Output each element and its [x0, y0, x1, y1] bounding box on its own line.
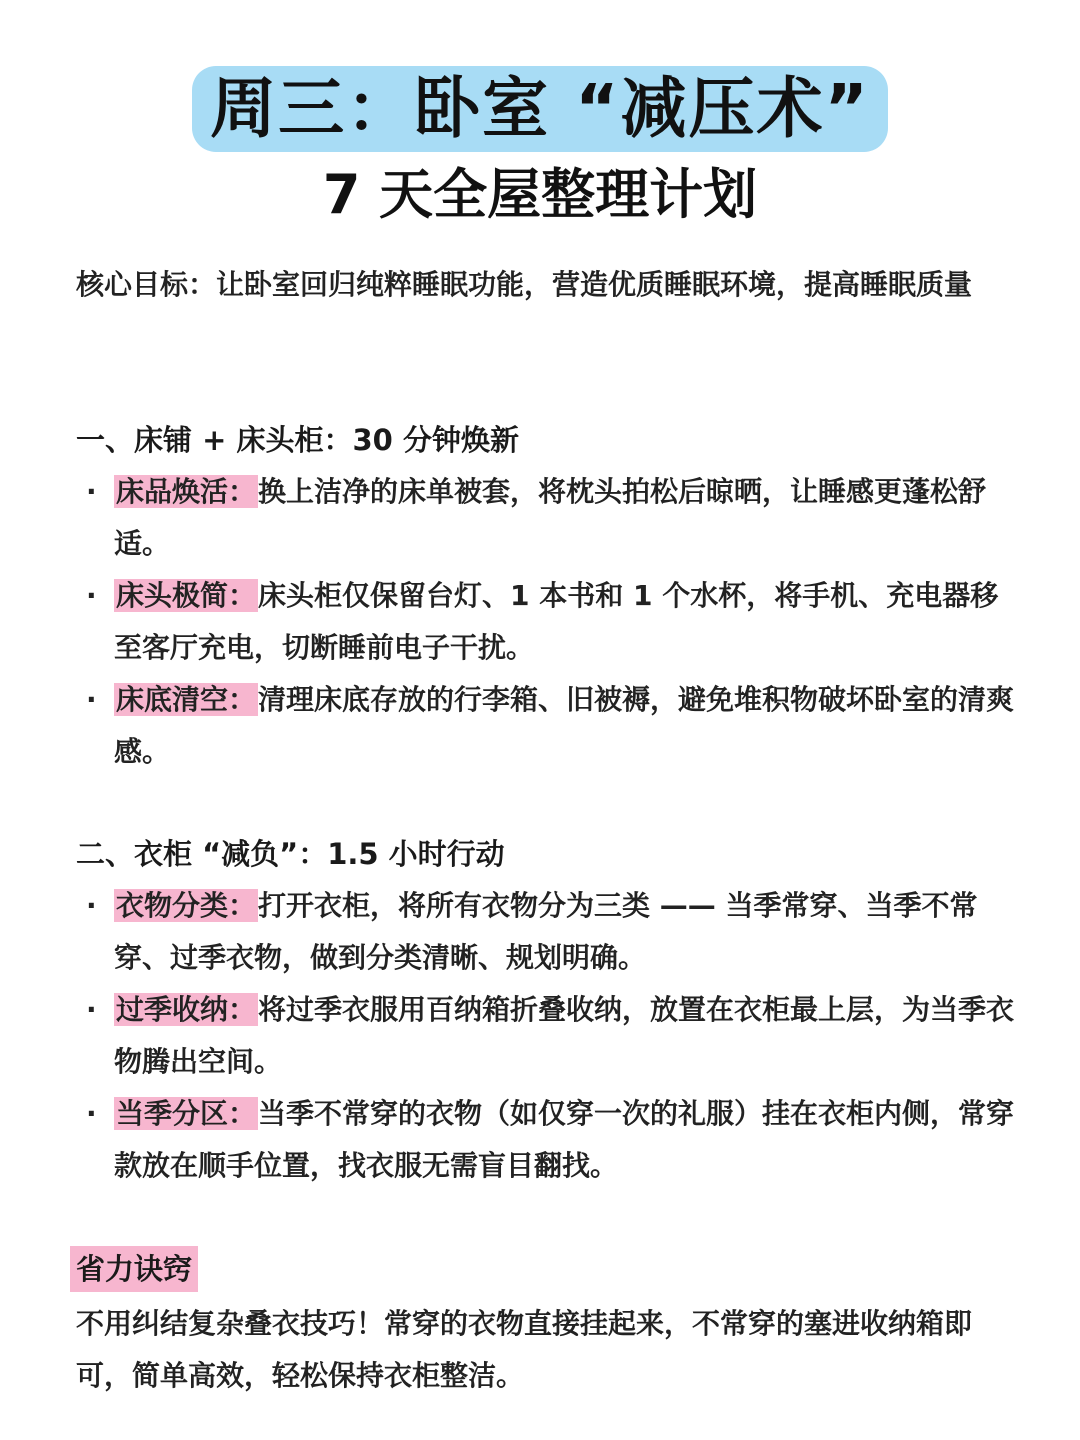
list-item-text: 换上洁净的床单被套，将枕头拍松后晾晒，让睡感更蓬松舒适。 [114, 475, 987, 560]
section-heading-bed: 一、床铺 + 床头柜：30 分钟焕新 [76, 423, 519, 457]
page-subtitle: 7 天全屋整理计划 [322, 163, 758, 226]
list-item-body [114, 1088, 1026, 1192]
highlight-label: 床品焕活： [116, 475, 257, 508]
core-goal: 核心目标：让卧室回归纯粹睡眠功能，营造优质睡眠环境，提高睡眠质量 [76, 268, 973, 301]
title-wrap [0, 66, 1080, 152]
list-item-body [114, 466, 1026, 570]
tip-text: 不用纠结复杂叠衣技巧！常穿的衣物直接挂起来，不常穿的塞进收纳箱即可，简单高效，轻松保持衣柜整洁。 [76, 1307, 973, 1392]
list-item-body [114, 570, 1026, 674]
bullet-dot: · [86, 579, 97, 612]
list-item-text: 清理床底存放的行李箱、旧被褥，避免堆积物破坏卧室的清爽感。 [114, 683, 1015, 768]
page-title: 周三：卧室 “减压术” [192, 66, 888, 152]
list-item-nightstand [86, 570, 1026, 674]
list-item-body [114, 984, 1026, 1088]
section-heading-wardrobe: 二、衣柜 “减负”：1.5 小时行动 [76, 837, 505, 871]
bullet-dot: · [86, 475, 97, 508]
list-item-text: 将过季衣服用百纳箱折叠收纳，放置在衣柜最上层，为当季衣物腾出空间。 [114, 993, 1015, 1078]
list-item-body [114, 674, 1026, 778]
highlight-label: 过季收纳： [116, 993, 257, 1026]
highlight-label: 衣物分类： [116, 889, 257, 922]
tip-label: 省力诀窍 [70, 1246, 198, 1292]
highlight-label: 当季分区： [116, 1097, 257, 1130]
list-item-text: 打开衣柜，将所有衣物分为三类 —— 当季常穿、当季不常穿、过季衣物，做到分类清晰、规划明确。 [114, 889, 978, 974]
bullet-dot: · [86, 1097, 97, 1130]
list-item-sorting [86, 880, 1026, 984]
bullet-dot: · [86, 683, 97, 716]
list-item-text: 床头柜仅保留台灯、1 本书和 1 个水杯，将手机、充电器移至客厅充电，切断睡前电子干扰。 [114, 579, 999, 664]
bullet-dot: · [86, 889, 97, 922]
list-item-text: 当季不常穿的衣物（如仅穿一次的礼服）挂在衣柜内侧，常穿款放在顺手位置，找衣服无需盲目翻找。 [114, 1097, 1015, 1182]
list-item-bedding [86, 466, 1026, 570]
bullet-dot: · [86, 993, 97, 1026]
highlight-label: 床头极简： [116, 579, 257, 612]
highlight-label: 床底清空： [116, 683, 257, 716]
list-item-off-season [86, 984, 1026, 1088]
list-item-zoning [86, 1088, 1026, 1192]
list-item-under-bed [86, 674, 1026, 778]
list-item-body [114, 880, 1026, 984]
